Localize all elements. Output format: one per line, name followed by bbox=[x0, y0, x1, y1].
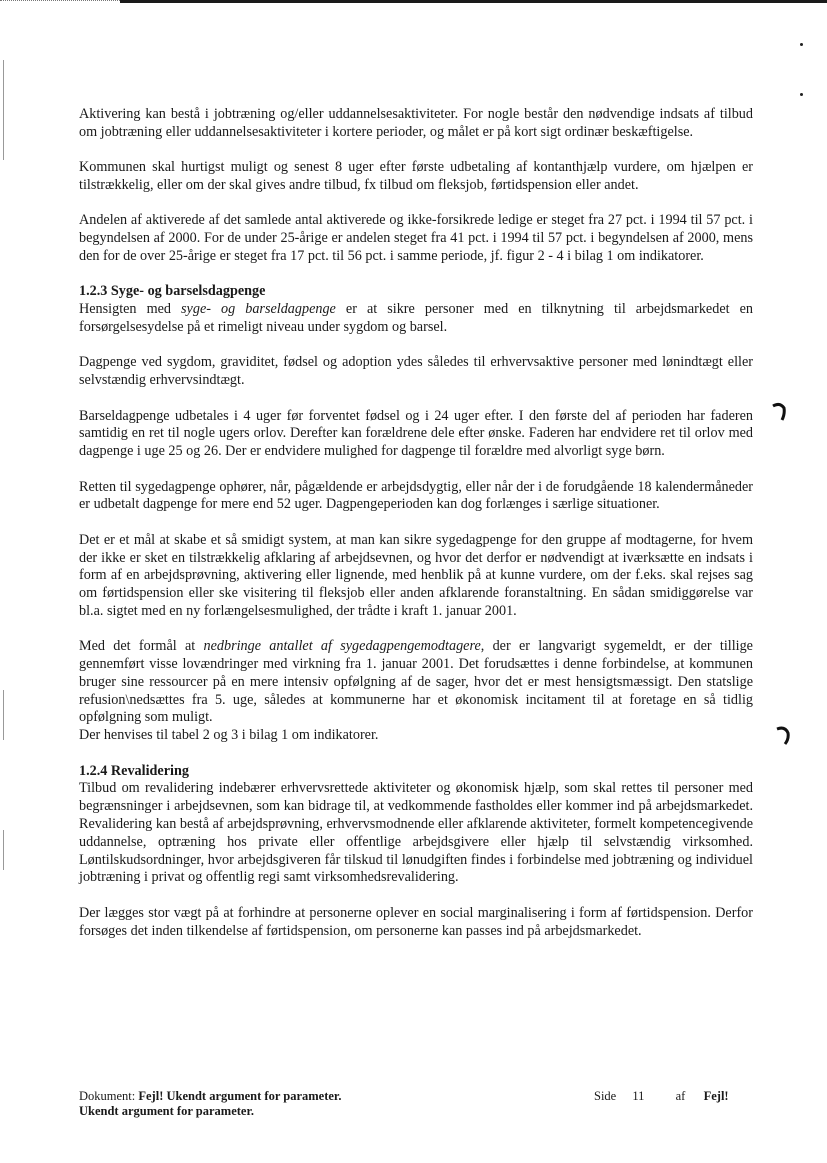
scan-left-edge bbox=[3, 60, 4, 160]
footer-page-number bbox=[594, 1089, 729, 1104]
footer-document-label: Dokument: bbox=[79, 1089, 139, 1103]
scan-speck-2 bbox=[800, 93, 803, 96]
paragraph-maal: Det er et mål at skabe et så smidigt system, at man kan sikre sygedagpenge for den gruppe af modtagerne, for hvem der ikke er sket en tilstrækkelig afklaring af arbejdsevnen, og hvor det derfor er nødvendigt at iværksætte en indsats i form af en arbejdsprøvning, aktivering eller lignende, med henblik på at kunne vurdere, om der f.eks. skal rejses sag om førtidspension eller ske visitering til fleksjob eller anden afklarende foranstaltning. En sådan smidiggørelse var bl.a. sigtet med en ny forlængelsesmulighed, der trådte i kraft 1. januar 2001. bbox=[79, 531, 753, 619]
text-run-3: Med det formål at bbox=[79, 638, 204, 655]
footer-side-label: Side bbox=[594, 1089, 617, 1103]
scan-left-edge-2 bbox=[3, 690, 4, 740]
text-run-4: , der er langvarigt sygemeldt, er der tillige gennemført visse lovændringer med virkning fra 1. januar 2001. Det forudsættes i denne forbindelse, at kommunen bruger sine ressourcer på en mere intensiv opfølgning af de sager, hvor det er mest hensigtsmæssigt. Den statslige refusion\nedsættes fra 5. uge, således at kommunerne har et økonomisk incitament til at foretage en så tidlig opfølgning som muligt. bbox=[79, 638, 753, 726]
section-heading-syge-barselsdagpenge: 1.2.3 Syge- og barselsdagpenge bbox=[79, 283, 266, 300]
paragraph-hensigten bbox=[79, 301, 753, 337]
scan-left-edge-3 bbox=[3, 830, 4, 870]
footer-af-label: af bbox=[675, 1089, 686, 1103]
paragraph-nedbringe bbox=[79, 638, 753, 727]
footer-document-error-line2: Ukendt argument for parameter. bbox=[79, 1104, 254, 1118]
paragraph-revalidering: Tilbud om revalidering indebærer erhvervsrettede aktiviteter og økonomisk hjælp, som skal rettes til personer med begrænsninger i arbejdsevnen, som kan bidrage til, at vedkommende fastholdes eller kommer ind på arbejdsmarkedet. Revalidering kan bestå af arbejdsprøvning, erhvervsmodnende eller afklarende aktiviteter, formelt kompetencegivende uddannelse, optræning hos private eller offentlige arbejdsgivere eller hjælp til selvstændig virksomhed. Løntilskudsordninger, hvor arbejdsgiveren får tilskud til lønudgiften findes i forbindelse med jobtræning og individuel jobtræning i privat og offentlig regi samt virksomhedsrevalidering. bbox=[79, 780, 753, 886]
hole-punch-mark-icon bbox=[772, 400, 786, 422]
footer-document-error: Fejl! Ukendt argument for parameter. bbox=[138, 1089, 342, 1103]
paragraph-henvisning: Der henvises til tabel 2 og 3 i bilag 1 om indikatorer. bbox=[79, 727, 379, 744]
paragraph-marginalisering: Der lægges stor vægt på at forhindre at personerne oplever en social marginalisering i form af førtidspension. Derfor forsøges det inden tilkendelse af førtidspension, om personerne kan passes ind på arbejdsmarkedet. bbox=[79, 904, 753, 939]
text-run: Hensigten med bbox=[79, 301, 182, 318]
page-footer bbox=[79, 1089, 753, 1119]
emphasis-text: syge- og barseldagpenge bbox=[181, 301, 336, 318]
paragraph-barseldagpenge: Barseldagpenge udbetales i 4 uger før forventet fødsel og i 24 uger efter. I den første del af perioden har faderen samtidig en ret til nogle ugers orlov. Derefter kan forældrene dele efter ønske. Faderen har endvidere ret til orlov med dagpenge i uge 25 og 26. Der er endvidere mulighed for dagpenge til forældre med alvorligt syge børn. bbox=[79, 407, 753, 460]
paragraph-dagpenge: Dagpenge ved sygdom, graviditet, fødsel og adoption ydes således til erhvervsaktive personer med lønindtægt eller selvstændig erhvervsindtægt. bbox=[79, 354, 753, 389]
text-run-2: er at sikre personer med en tilknytning til arbejdsmarkedet en forsørgelsesydelse på et rimeligt niveau under sygdom og barsel. bbox=[79, 301, 753, 335]
paragraph-andelen: Andelen af aktiverede af det samlede antal aktiverede og ikke-forsikrede ledige er steget fra 27 pct. i 1994 til 57 pct. i begyndelsen af 2000. For de under 25-årige er andelen steget fra 41 pct. i 1994 til 57 pct. i begyndelsen af 2000, mens den for de over 25-årige er steget fra 17 pct. til 56 pct. i samme periode, jf. figur 2 - 4 i bilag 1 om indikatorer. bbox=[79, 212, 753, 264]
paragraph-aktivering: Aktivering kan bestå i jobtræning og/eller uddannelsesaktiviteter. For nogle består den nødvendige indsats af tilbud om jobtræning eller uddannelsesaktiviteter i kortere perioder, og målet er på kort sigt ordinær beskæftigelse. bbox=[79, 106, 753, 140]
page-body bbox=[79, 106, 753, 958]
emphasis-text-2: nedbringe antallet af sygedagpengemodtagere bbox=[203, 638, 481, 655]
section-heading-revalidering: 1.2.4 Revalidering bbox=[79, 762, 189, 779]
scan-edge-dots bbox=[0, 0, 120, 3]
paragraph-kommunen: Kommunen skal hurtigst muligt og senest 8 uger efter første udbetaling af kontanthjælp vurdere, om hjælpen er tilstrækkelig, eller om der skal gives andre tilbud, fx tilbud om fleksjob, førtidspension eller andet. bbox=[79, 159, 753, 193]
scan-top-border bbox=[120, 0, 827, 3]
scan-speck bbox=[800, 43, 803, 46]
footer-page-current: 11 bbox=[632, 1089, 645, 1103]
hole-punch-mark-icon-2 bbox=[776, 724, 790, 746]
paragraph-retten: Retten til sygedagpenge ophører, når, pågældende er arbejdsdygtig, eller når der i de forudgående 18 kalendermåneder er udbetalt dagpenge for mere end 52 uger. Dagpengeperioden kan dog forlænges i særlige situationer. bbox=[79, 478, 753, 513]
footer-page-total-error: Fejl! bbox=[703, 1089, 729, 1103]
